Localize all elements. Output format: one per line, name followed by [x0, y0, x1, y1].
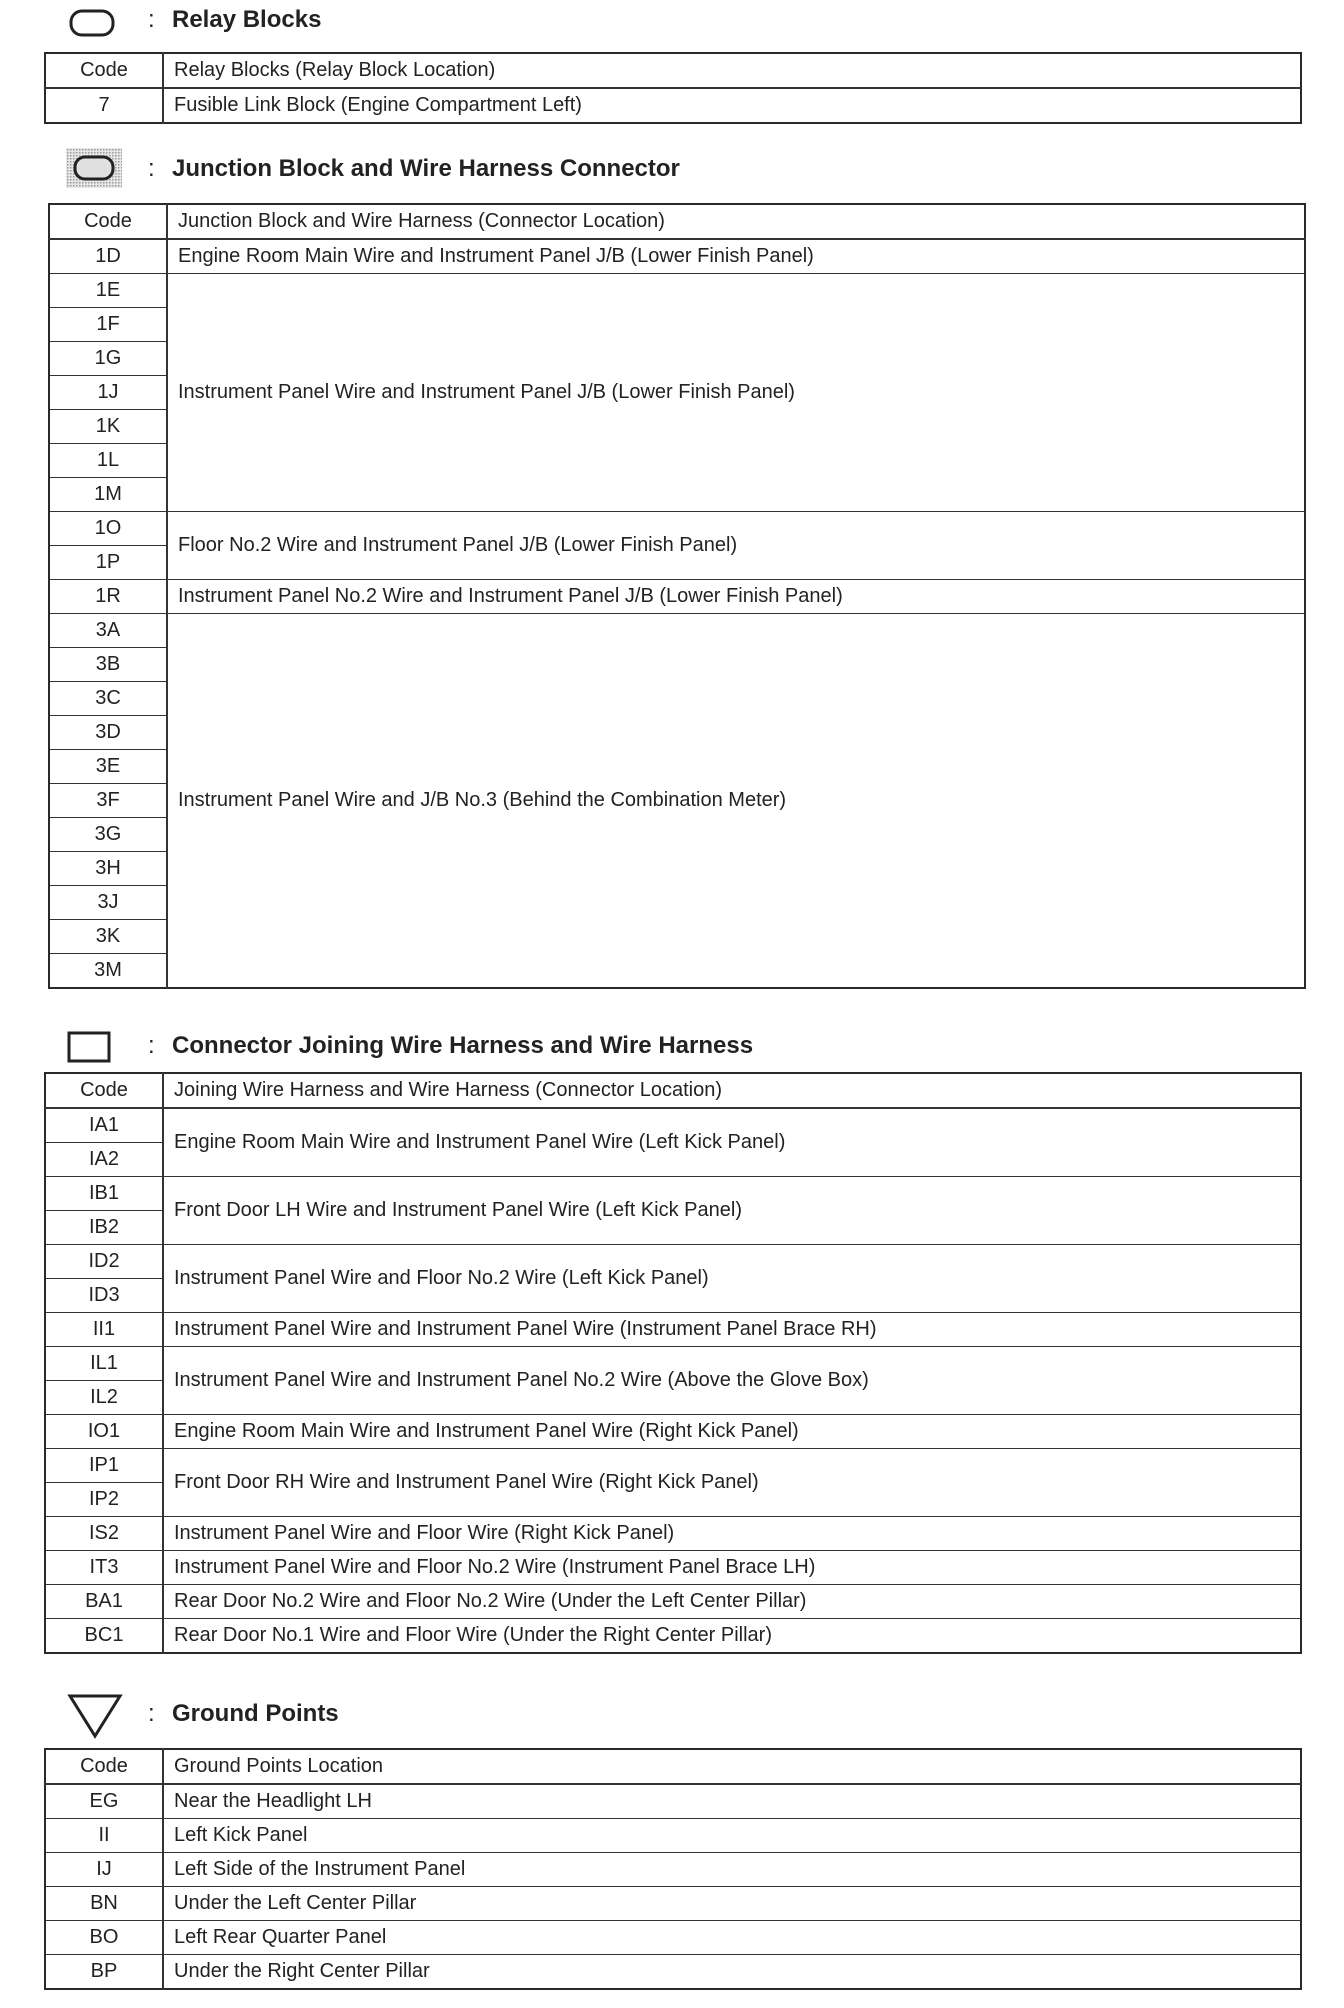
code-cell: IL1	[45, 1347, 163, 1381]
triangle-down-icon	[66, 1692, 124, 1740]
rounded-rect-icon	[68, 8, 116, 38]
location-cell: Under the Right Center Pillar	[163, 1955, 1301, 1990]
location-cell: Instrument Panel Wire and Floor Wire (Right Kick Panel)	[163, 1517, 1301, 1551]
location-header: Junction Block and Wire Harness (Connector Location)	[167, 204, 1305, 239]
table-row	[45, 1108, 1301, 1143]
table-row	[45, 1955, 1301, 1990]
location-cell: Engine Room Main Wire and Instrument Panel Wire (Right Kick Panel)	[163, 1415, 1301, 1449]
location-cell: Engine Room Main Wire and Instrument Panel Wire (Left Kick Panel)	[163, 1108, 1301, 1177]
table-row	[45, 1415, 1301, 1449]
location-cell: Rear Door No.1 Wire and Floor Wire (Under the Right Center Pillar)	[163, 1619, 1301, 1654]
code-cell: 3B	[49, 648, 167, 682]
ground-points-table	[44, 1748, 1302, 1990]
table-row	[45, 1313, 1301, 1347]
code-cell: IP1	[45, 1449, 163, 1483]
location-header: Relay Blocks (Relay Block Location)	[163, 53, 1301, 88]
code-cell: 3M	[49, 954, 167, 989]
code-cell: IS2	[45, 1517, 163, 1551]
rectangle-icon	[66, 1030, 112, 1064]
code-header: Code	[45, 1749, 163, 1784]
code-cell: 1O	[49, 512, 167, 546]
code-cell: II1	[45, 1313, 163, 1347]
code-cell: 1E	[49, 274, 167, 308]
location-cell: Front Door RH Wire and Instrument Panel Wire (Right Kick Panel)	[163, 1449, 1301, 1517]
code-cell: IP2	[45, 1483, 163, 1517]
table-row	[45, 1177, 1301, 1211]
code-cell: II	[45, 1819, 163, 1853]
location-cell: Instrument Panel Wire and Floor No.2 Wire (Instrument Panel Brace LH)	[163, 1551, 1301, 1585]
code-cell: IT3	[45, 1551, 163, 1585]
relay-blocks-table	[44, 52, 1302, 124]
location-cell: Rear Door No.2 Wire and Floor No.2 Wire (Under the Left Center Pillar)	[163, 1585, 1301, 1619]
code-cell: 1M	[49, 478, 167, 512]
location-header: Ground Points Location	[163, 1749, 1301, 1784]
connector-table	[44, 1072, 1302, 1654]
code-cell: BC1	[45, 1619, 163, 1654]
code-cell: 3D	[49, 716, 167, 750]
table-row	[45, 1347, 1301, 1381]
code-cell: BO	[45, 1921, 163, 1955]
code-cell: BA1	[45, 1585, 163, 1619]
code-cell: 1J	[49, 376, 167, 410]
code-cell: 1K	[49, 410, 167, 444]
table-row	[49, 614, 1305, 648]
table-row	[45, 1517, 1301, 1551]
code-cell: 3C	[49, 682, 167, 716]
code-cell: 3H	[49, 852, 167, 886]
code-cell: IB2	[45, 1211, 163, 1245]
location-cell: Front Door LH Wire and Instrument Panel Wire (Left Kick Panel)	[163, 1177, 1301, 1245]
location-cell: Fusible Link Block (Engine Compartment Left)	[163, 88, 1301, 123]
table-row	[45, 1921, 1301, 1955]
code-cell: 1R	[49, 580, 167, 614]
code-cell: 1P	[49, 546, 167, 580]
location-cell: Near the Headlight LH	[163, 1784, 1301, 1819]
code-cell: IJ	[45, 1853, 163, 1887]
location-header: Joining Wire Harness and Wire Harness (Connector Location)	[163, 1073, 1301, 1108]
section-title: Junction Block and Wire Harness Connector	[172, 155, 680, 182]
code-cell: 3E	[49, 750, 167, 784]
code-cell: 3K	[49, 920, 167, 954]
code-cell: IA1	[45, 1108, 163, 1143]
code-cell: 3A	[49, 614, 167, 648]
table-row	[45, 1551, 1301, 1585]
location-cell: Instrument Panel Wire and Instrument Panel Wire (Instrument Panel Brace RH)	[163, 1313, 1301, 1347]
table-row	[49, 512, 1305, 546]
location-cell: Instrument Panel Wire and Instrument Panel No.2 Wire (Above the Glove Box)	[163, 1347, 1301, 1415]
code-cell: 7	[45, 88, 163, 123]
table-row	[45, 1853, 1301, 1887]
code-cell: IO1	[45, 1415, 163, 1449]
table-row	[45, 1449, 1301, 1483]
table-row	[49, 274, 1305, 308]
code-cell: 3J	[49, 886, 167, 920]
location-cell: Engine Room Main Wire and Instrument Panel J/B (Lower Finish Panel)	[167, 239, 1305, 274]
code-header: Code	[49, 204, 167, 239]
table-row	[45, 1245, 1301, 1279]
location-cell: Under the Left Center Pillar	[163, 1887, 1301, 1921]
heading-colon: :	[148, 1032, 155, 1059]
table-row	[45, 1619, 1301, 1654]
table-row	[45, 1585, 1301, 1619]
location-cell: Left Rear Quarter Panel	[163, 1921, 1301, 1955]
table-row	[45, 1819, 1301, 1853]
heading-colon: :	[148, 6, 155, 33]
table-row	[45, 1887, 1301, 1921]
code-cell: 3F	[49, 784, 167, 818]
section-title: Ground Points	[172, 1700, 339, 1727]
code-cell: ID2	[45, 1245, 163, 1279]
location-cell: Left Kick Panel	[163, 1819, 1301, 1853]
heading-colon: :	[148, 155, 155, 182]
location-cell: Instrument Panel Wire and Instrument Panel J/B (Lower Finish Panel)	[167, 274, 1305, 512]
code-cell: BN	[45, 1887, 163, 1921]
location-cell: Instrument Panel Wire and Floor No.2 Wire (Left Kick Panel)	[163, 1245, 1301, 1313]
code-cell: EG	[45, 1784, 163, 1819]
section-title: Connector Joining Wire Harness and Wire Harness	[172, 1032, 754, 1059]
table-row	[45, 88, 1301, 123]
location-cell: Instrument Panel No.2 Wire and Instrument Panel J/B (Lower Finish Panel)	[167, 580, 1305, 614]
code-cell: IB1	[45, 1177, 163, 1211]
code-cell: BP	[45, 1955, 163, 1990]
code-cell: IL2	[45, 1381, 163, 1415]
code-header: Code	[45, 1073, 163, 1108]
code-cell: IA2	[45, 1143, 163, 1177]
location-cell: Left Side of the Instrument Panel	[163, 1853, 1301, 1887]
code-cell: 3G	[49, 818, 167, 852]
heading-colon: :	[148, 1700, 155, 1727]
junction-block-table	[48, 203, 1306, 989]
code-cell: 1F	[49, 308, 167, 342]
location-cell: Instrument Panel Wire and J/B No.3 (Behind the Combination Meter)	[167, 614, 1305, 989]
code-cell: ID3	[45, 1279, 163, 1313]
table-row	[45, 1784, 1301, 1819]
table-header	[45, 53, 1301, 88]
code-cell: 1L	[49, 444, 167, 478]
location-cell: Floor No.2 Wire and Instrument Panel J/B (Lower Finish Panel)	[167, 512, 1305, 580]
table-row	[49, 239, 1305, 274]
table-row	[49, 580, 1305, 614]
code-header: Code	[45, 53, 163, 88]
section-title: Relay Blocks	[172, 6, 322, 33]
code-cell: 1D	[49, 239, 167, 274]
shaded-rounded-rect-icon	[64, 146, 124, 190]
code-cell: 1G	[49, 342, 167, 376]
